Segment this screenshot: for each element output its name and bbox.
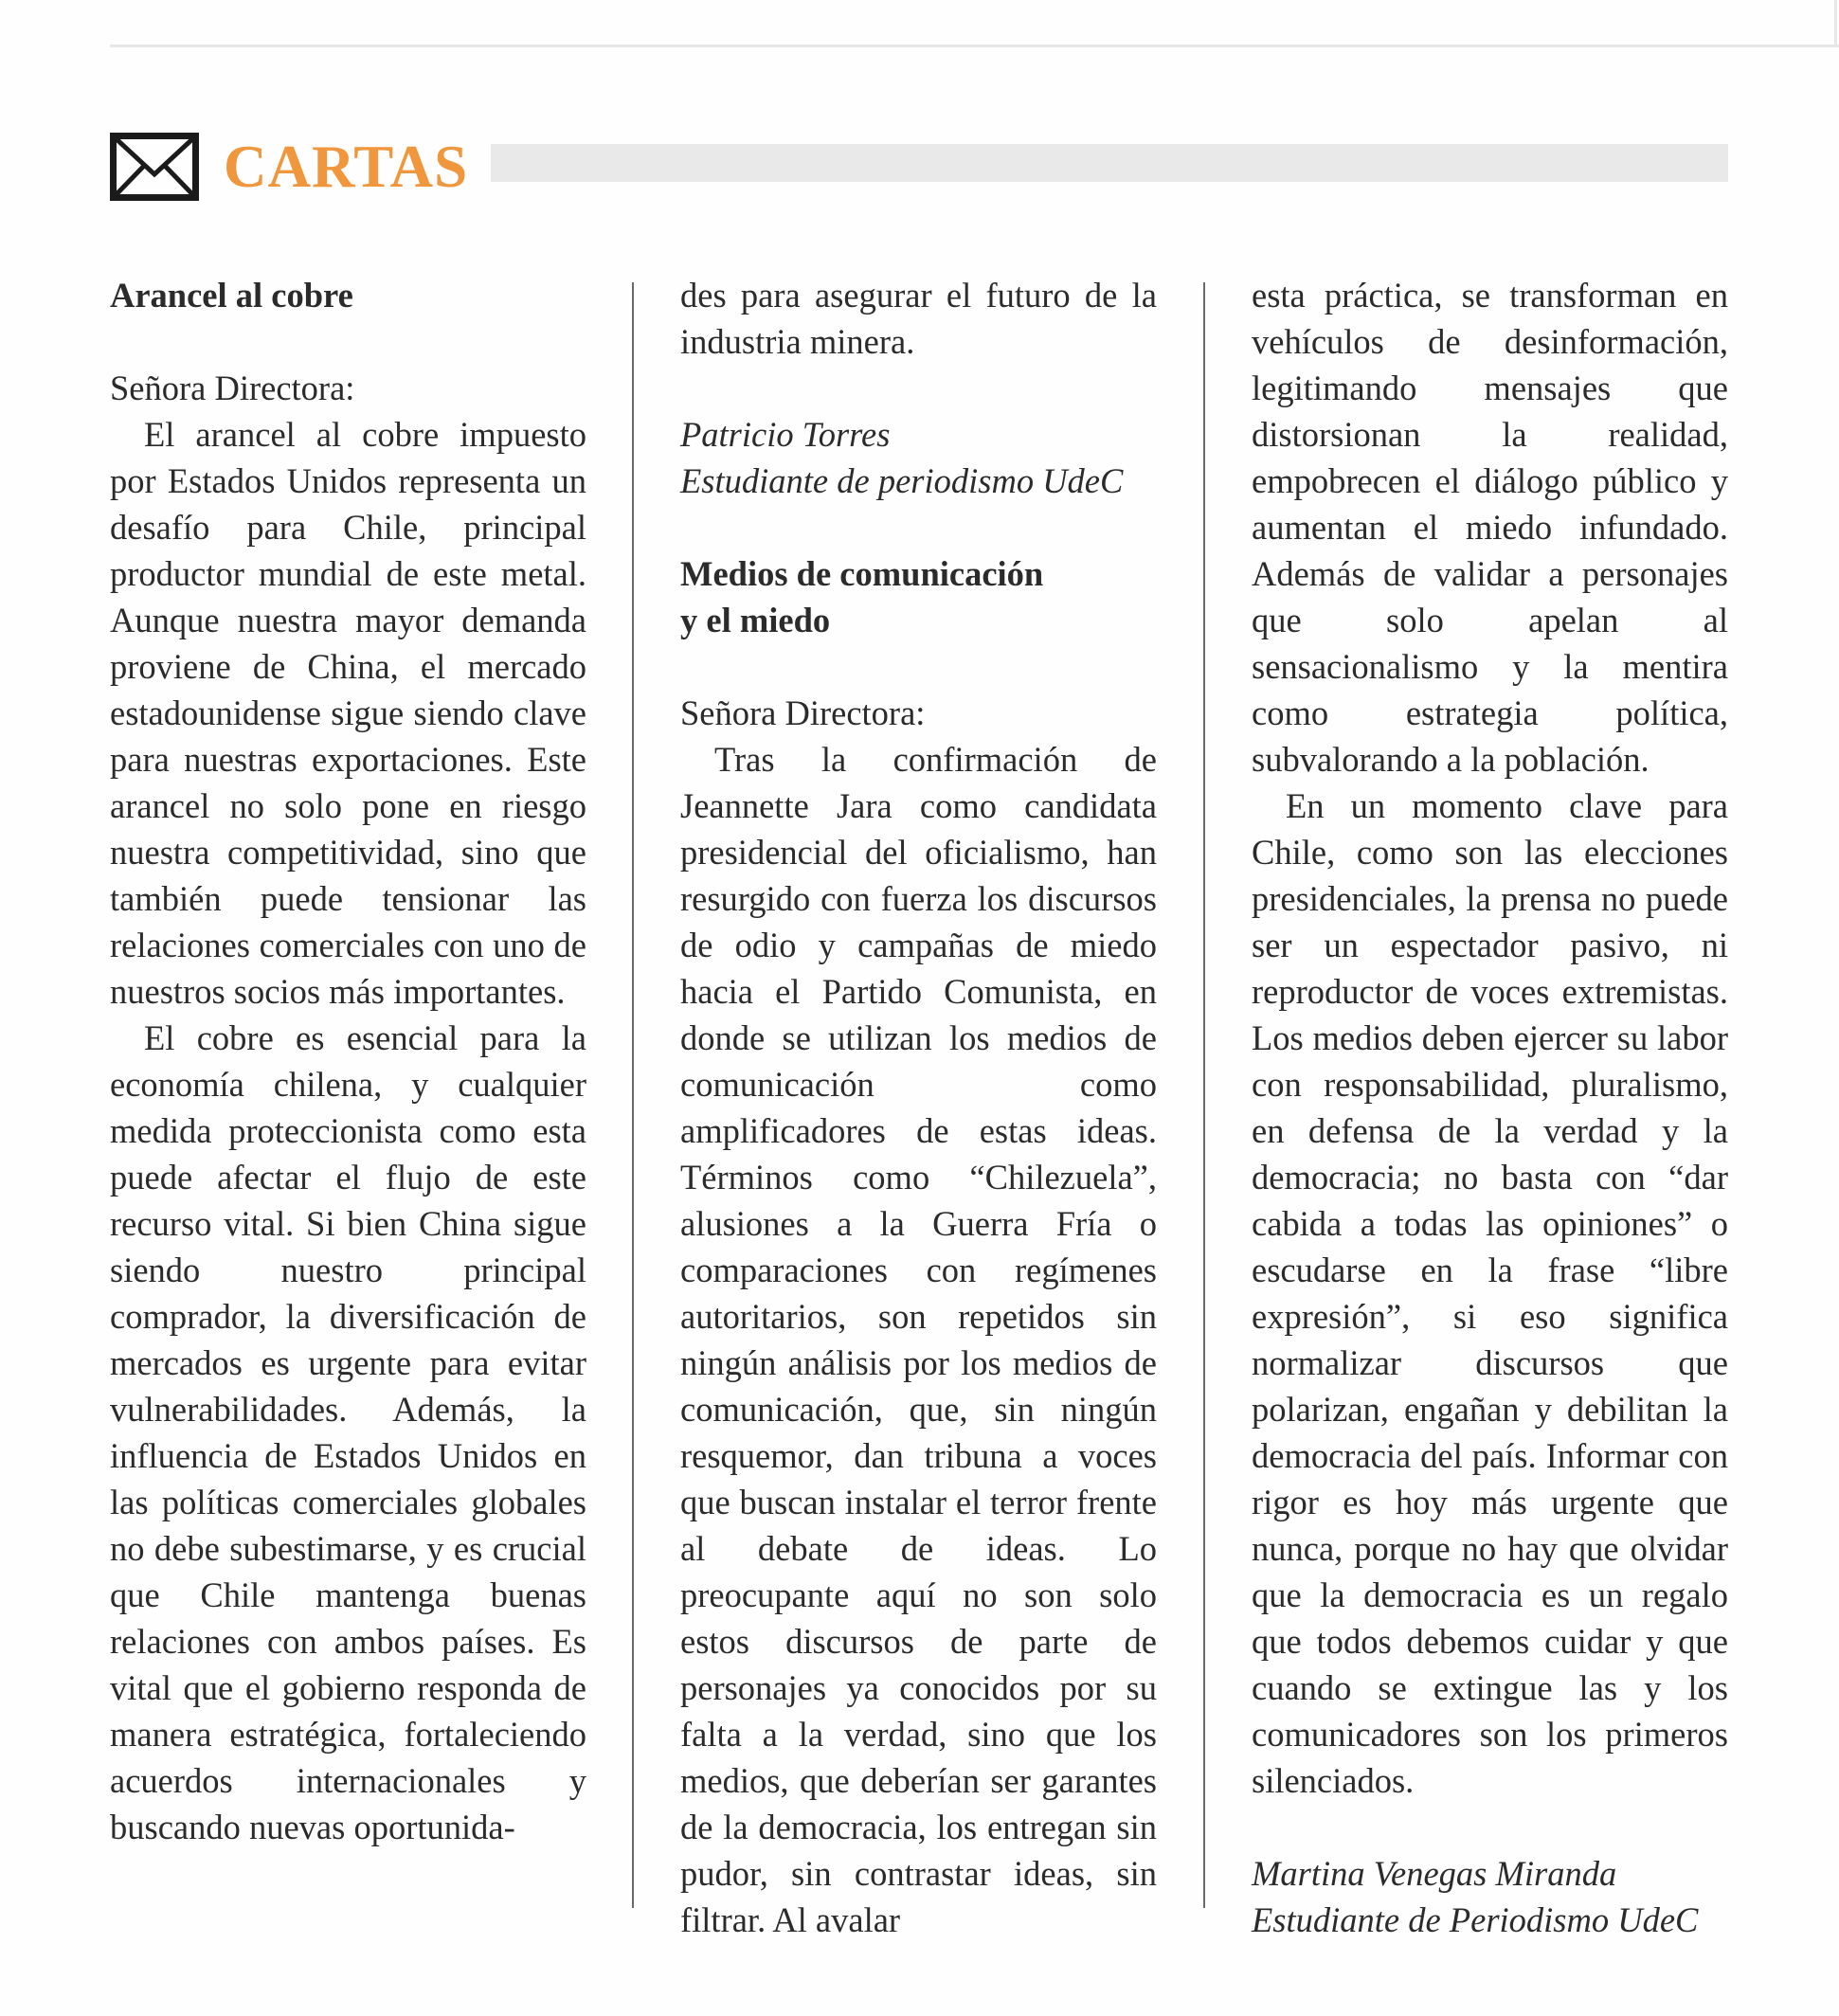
letter-paragraph: esta práctica, se transforman en vehículos de desinformación, legitimando mensajes que distorsionan la realidad, empobrecen el diálogo público y aumentan el miedo infundado. Además de validar a personajes que solo apelan al sensacionalismo y la mentira como estrategia política, subvalorando a la población. xyxy=(1252,276,1728,779)
letter-heading: y el miedo xyxy=(680,601,831,639)
header-bar xyxy=(491,144,1728,182)
letter-paragraph: En un momento clave para Chile, como son las elecciones presidenciales, la prensa no puede ser un espectador pasivo, ni reproductor de voces extremistas. Los medios deben ejercer su labor con responsabilidad, pluralismo, en defensa de la verdad y la democracia; no basta con “dar cabida a todas las opiniones” o escudarse en la frase “libre expresión”, si eso significa normalizar discursos que polarizan, engañan y debilitan la democracia del país. Informar con rigor es hoy más urgente que nunca, porque no hay que olvidar que la democracia es un regalo que todos debemos cuidar y que cuando se extingue las y los comunicadores son los primeros silenciados. xyxy=(1252,786,1728,1800)
letter-paragraph: Tras la confirmación de Jeannette Jara como candidata presidencial del oficialismo, han resurgido con fuerza los discursos de odio y campañas de miedo hacia el Partido Comunista, en donde se utilizan los medios de comunicación como amplificadores de estas ideas. Términos como “Chilezuela”, alusiones a la Guerra Fría o comparaciones con regímenes autoritarios, son repetidos sin ningún análisis por los medios de comunicación, que, sin ningún resquemor, dan tribuna a voces que buscan instalar el terror frente al debate de ideas. Lo preocupante aquí no son solo estos discursos de parte de personajes ya conocidos por su falta a la verdad, sino que los medios, que deberían ser garantes de la democracia, los entregan sin pudor, sin contrastar ideas, sin filtrar. Al avalar xyxy=(680,740,1157,1939)
section-title: CARTAS xyxy=(224,134,469,200)
column-3 xyxy=(1252,272,1728,1943)
letter-paragraph: El cobre es esencial para la economía chilena, y cualquier medida proteccionista como esta puede afectar el flujo de este recurso vital. Si bien China sigue siendo nuestro principal comprador, la diversificación de mercados es urgente para evitar vulnerabilidades. Además, la influencia de Estados Unidos en las políticas comerciales globales no debe subestimarse, y es crucial que Chile mantenga buenas relaciones con ambos países. Es vital que el gobierno responda de manera estratégica, fortaleciendo acuerdos internacionales y buscando nuevas oportunida- xyxy=(110,1018,586,1846)
signature-title: Estudiante de Periodismo UdeC xyxy=(1252,1900,1699,1939)
letter-heading: Medios de comunicación xyxy=(680,554,1044,593)
column-2 xyxy=(680,272,1157,1943)
letter-paragraph: des para asegurar el futuro de la industria minera. xyxy=(680,276,1157,361)
letter-paragraph: El arancel al cobre impuesto por Estados Unidos representa un desafío para Chile, principal productor mundial de este metal. Aunque nuestra mayor demanda proviene de China, el mercado estadounidense sigue siendo clave para nuestras exportaciones. Este arancel no solo pone en riesgo nuestra competitividad, sino que también puede tensionar las relaciones comerciales con uno de nuestros socios más importantes. xyxy=(110,415,586,1011)
column-divider xyxy=(1203,282,1205,1908)
signature-name: Patricio Torres xyxy=(680,415,891,454)
column-divider xyxy=(632,282,634,1908)
envelope-icon xyxy=(110,133,199,201)
top-rule xyxy=(110,45,1839,47)
letter-salutation: Señora Directora: xyxy=(110,369,355,407)
signature-title: Estudiante de periodismo UdeC xyxy=(680,461,1124,500)
top-edge-rule xyxy=(1834,0,1837,45)
column-1 xyxy=(110,272,586,1850)
signature-name: Martina Venegas Miranda xyxy=(1252,1854,1617,1893)
letter-heading: Arancel al cobre xyxy=(110,276,353,315)
section-header xyxy=(110,129,1730,205)
letter-salutation: Señora Directora: xyxy=(680,693,926,732)
